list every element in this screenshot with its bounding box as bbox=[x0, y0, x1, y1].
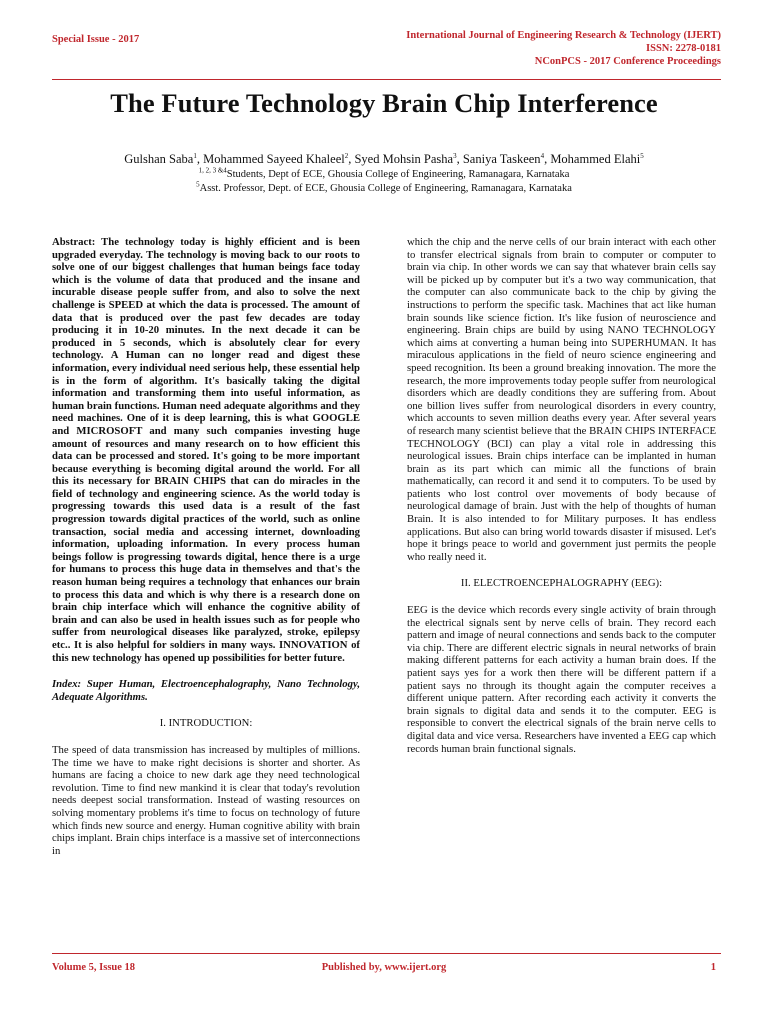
affiliation-students bbox=[0, 168, 768, 181]
right-column bbox=[407, 236, 716, 755]
bci-paragraph: which the chip and the nerve cells of our brain interact with each other to transfer electrical signals from brain to computer or computer to brain via chip. In other words we can say that whatever brain cells say will be picked up by computer but it's a two way communication, that the computer can also communicate back to the chip by giving the instructions to perform the specific task. Machines that act like human brain sounds like science fiction. It's like fusion of neuroscience and engineering. Brain chips are build by using NANO TECHNOLOGY which aims at converting a human being into SUPERHUMAN. It has miraculous applications in the field of neuro science engineering and speed recognition. Its been a ground breaking innovation. The more the research, the more improvements today people suffer from neurological disorders which are deadly conditions they are suffering from. About one billion lives suffer from neurological disorders in every country, which accounts to seven million deaths every year. After several years of research many scientist believe that the BRAIN CHIPS INTERFACE TECHNOLOGY (BCI) can play a vital role in addressing this neurological issues. Brain chips interface can be implanted in human brain as its part which can mimic all the functions of brain mathematically, can record it and send it to computers. To be used by patients who lost control over movements of body because of neurological damage of brain. Just with the help of thoughts of human Brain. It is also intended to for Military purposes. It has endless applications. But also can bring world towards disaster if misused. Let's hope it brings peace to world and government just permits the people who really need it. bbox=[407, 236, 716, 563]
affiliation-professor bbox=[0, 182, 768, 195]
section-heading-introduction: I. INTRODUCTION: bbox=[159, 717, 253, 730]
section-heading-eeg: II. ELECTROENCEPHALOGRAPHY (EEG): bbox=[460, 577, 663, 590]
author-sup: 5 bbox=[640, 151, 644, 160]
introduction-text: The speed of data transmission has increased by multiples of millions. The time we have to make right decisions is shorter and shorter. As humans are facing a choice to new dark age they need technological revolution. Time to find new mankind it is clear that today's revolution needs deepest social transformation. Instead of wasting resources on solving momentary problems it's time to focus on technology of future which finds new source and energy. Human cognitive ability with brain chips implant. Brain chips interface is a massive set of interconnections in bbox=[52, 743, 360, 857]
footer-publisher-link[interactable]: Published by, www.ijert.org bbox=[321, 962, 447, 973]
header-issn: ISSN: 2278-0181 bbox=[646, 43, 721, 54]
affiliation-text: Students, Dept of ECE, Ghousia College of Engineering, Ramanagara, Karnataka bbox=[226, 169, 570, 180]
author-name: Syed Mohsin Pasha bbox=[354, 152, 454, 166]
header-journal-name: International Journal of Engineering Research & Technology (IJERT) bbox=[406, 30, 721, 41]
index-keywords: Index: Super Human, Electroencephalography, Nano Technology, Adequate Algorithms. bbox=[52, 678, 360, 703]
author-sup: 4 bbox=[540, 151, 545, 160]
page-number: 1 bbox=[710, 962, 716, 973]
abstract: Abstract: The technology today is highly efficient and is been upgraded everyday. The technology is moving back to our roots to solve one of our biggest challenges that human beings face today which is the volume of data that produced and the insane and incurable disease people suffer from, and also to solve the next challenge is SPEED at which the data is processed. The amount of data that is produced over the past few decades are today producing it in 10-20 minutes. In the next decade it can be produced in 5 seconds, which is absolutely clear for every technology. A Human can no longer read and digest these information, every individual need serious help, these essential help is in the form of algorithm. It's basically taking the digital information and transforming them into useful information, as human brain functions. Human need adequate algorithms and they need machines. One of it is deep learning, this is what GOOGLE and MICROSOFT and many such companies investing huge amount of resources and many research on to how efficient this data can be processed and stored. It's going to be more important because everything is becoming digital around the world. For all this its necessary for BRAIN CHIPS that can do miracles in the field of technology and engineering science. As the world today is progressing towards this used data is a result of the fast progression towards digital practices of the world, such as online transaction, social media and accessing internet, downloading information, uploading information. In every process human beings follow is progressing towards digital, hence there is a urge for humans to process this huge data in themselves and that's the reason human being requires a technology that enhances our brain to process this data and which is why there is a research done on brain chip interface which will enhance the cognitive ability of brain and can also be used in health issues such as for people who suffer from neurological diseases like paralyzed, stroke, epilepsy etc.. It is also helpful for soldiers in many ways. INNOVATION of this new technology has opened up possibilities for better future. bbox=[52, 236, 360, 664]
header-special-issue: Special Issue - 2017 bbox=[52, 34, 140, 45]
author-name: Gulshan Saba bbox=[124, 152, 194, 166]
footer-divider bbox=[52, 953, 721, 954]
author-sup: 1 bbox=[193, 151, 197, 160]
header-journal-info bbox=[406, 29, 721, 68]
left-column bbox=[52, 236, 360, 857]
author-sup: 2 bbox=[344, 151, 349, 160]
author-name: Saniya Taskeen bbox=[462, 152, 541, 166]
affiliation-sup: 1, 2, 3 &4 bbox=[198, 166, 227, 175]
author-sup: 3 bbox=[453, 151, 457, 160]
author-list: Gulshan Saba$^1$, Mohammed Sayeed Khaleel$^2$, Syed Mohsin Pasha$^3$, Saniya Taskeen$^4$, Mohammed Elahi$^5$ bbox=[124, 151, 644, 166]
affiliation-text: Asst. Professor, Dept. of ECE, Ghousia College of Engineering, Ramanagara, Karnataka bbox=[199, 183, 572, 194]
affiliation-sup: 5 bbox=[196, 180, 200, 189]
author-name: Mohammed Sayeed Khaleel bbox=[203, 152, 345, 166]
header-proceedings: NConPCS - 2017 Conference Proceedings bbox=[534, 56, 721, 67]
eeg-paragraph: EEG is the device which records every single activity of brain through the electrical signals sent by nerve cells of brain. They record each pattern and image of neural connections and sends back to the computer via chip. There are different electric signals in neural networks of brain making different patterns for each activity a human brain does. If the patient says yes for a work then there will be different pattern if a patient says no through its thought again the computer receives a different unique pattern. After recording each activity it converts the brain signals to digital data and sends it to the computer. EEG is responsible to convert the electrical signals of the brain nerve cells to digital data and vice versa. Researchers have invented a EEG cap which records human brain functional signals. bbox=[407, 604, 716, 755]
paper-title: The Future Technology Brain Chip Interference bbox=[110, 88, 658, 118]
author-name: Mohammed Elahi bbox=[550, 152, 641, 166]
footer-volume: Volume 5, Issue 18 bbox=[52, 962, 136, 973]
header-divider bbox=[52, 79, 721, 80]
